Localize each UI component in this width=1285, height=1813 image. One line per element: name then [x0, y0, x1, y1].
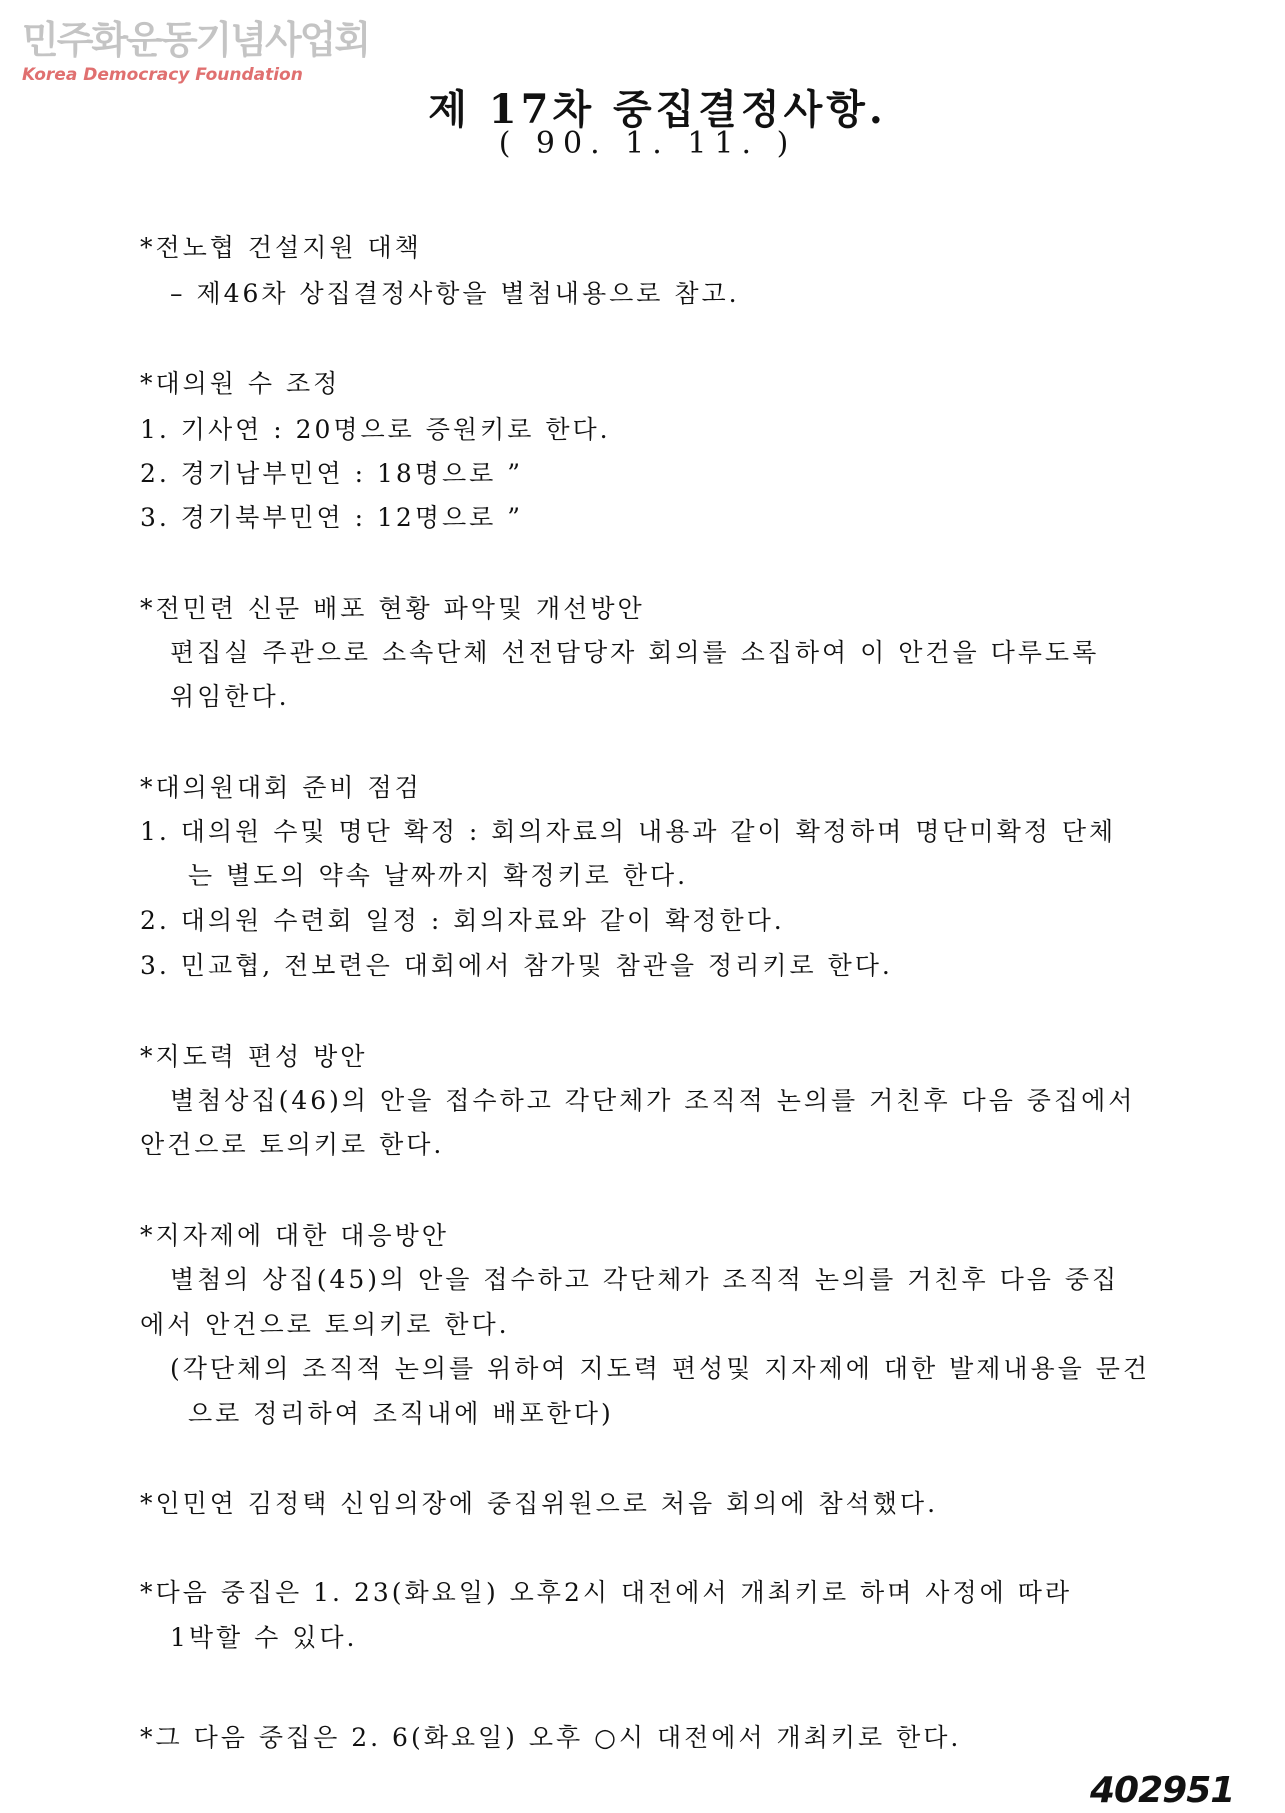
- numbered-item: 2. 대의원 수련회 일정 : 회의자료와 같이 확정한다.: [140, 906, 785, 935]
- section-heading: *그 다음 중집은 2. 6(화요일) 오후 ○시 대전에서 개최키로 한다.: [140, 1723, 962, 1752]
- section-body-line: 1박할 수 있다.: [170, 1623, 358, 1652]
- numbered-item: 1. 기사연 : 20명으로 증원키로 한다.: [140, 415, 611, 444]
- section-body-line: 에서 안건으로 토의키로 한다.: [140, 1310, 510, 1339]
- section-heading: *다음 중집은 1. 23(화요일) 오후2시 대전에서 개최키로 하며 사정에 따라: [140, 1578, 1072, 1607]
- section-heading: *전노협 건설지원 대책: [140, 233, 422, 262]
- section-heading: *대의원 수 조정: [140, 369, 341, 398]
- watermark-korean: 민주화운동기념사업회: [22, 18, 370, 62]
- section-heading: *전민련 신문 배포 현황 파악및 개선방안: [140, 594, 645, 623]
- document-title: 제 17차 중집결정사항.: [428, 86, 887, 133]
- watermark-english: Korea Democracy Foundation: [22, 65, 303, 85]
- section-heading: *지자제에 대한 대응방안: [140, 1221, 449, 1250]
- document-date: ( 90. 1. 11. ): [498, 126, 797, 161]
- section-note-line: (각단체의 조직적 논의를 위하여 지도력 편성및 지자제에 대한 발제내용을 문건: [170, 1354, 1151, 1383]
- numbered-item-continuation: 는 별도의 약속 날짜까지 확정키로 한다.: [188, 861, 689, 890]
- section-note-line: 으로 정리하여 조직내에 배포한다): [188, 1399, 614, 1428]
- section-body-line: 별첨의 상집(45)의 안을 접수하고 각단체가 조직적 논의를 거친후 다음 중집: [170, 1265, 1120, 1294]
- section-body-line: 위임한다.: [170, 682, 290, 711]
- numbered-item: 1. 대의원 수및 명단 확정 : 회의자료의 내용과 같이 확정하며 명단미확정 단체: [140, 817, 1117, 846]
- section-body-line: 편집실 주관으로 소속단체 선전담당자 회의를 소집하여 이 안건을 다루도록: [170, 638, 1100, 667]
- document-number: 402951: [1090, 1770, 1235, 1811]
- section-body-line: 별첨상집(46)의 안을 접수하고 각단체가 조직적 논의를 거친후 다음 중집에서: [170, 1086, 1136, 1115]
- watermark-logo: [22, 18, 369, 86]
- section-heading: *지도력 편성 방안: [140, 1042, 368, 1071]
- section-heading: *인민연 김정택 신임의장에 중집위원으로 처음 회의에 참석했다.: [140, 1489, 939, 1518]
- numbered-item: 3. 경기북부민연 : 12명으로 ”: [140, 503, 524, 532]
- section-body-line: 안건으로 토의키로 한다.: [140, 1130, 445, 1159]
- section-body-line: – 제46차 상집결정사항을 별첨내용으로 참고.: [170, 279, 740, 308]
- numbered-item: 3. 민교협, 전보련은 대회에서 참가및 참관을 정리키로 한다.: [140, 951, 893, 980]
- section-heading: *대의원대회 준비 점검: [140, 773, 422, 802]
- numbered-item: 2. 경기남부민연 : 18명으로 ”: [140, 459, 524, 488]
